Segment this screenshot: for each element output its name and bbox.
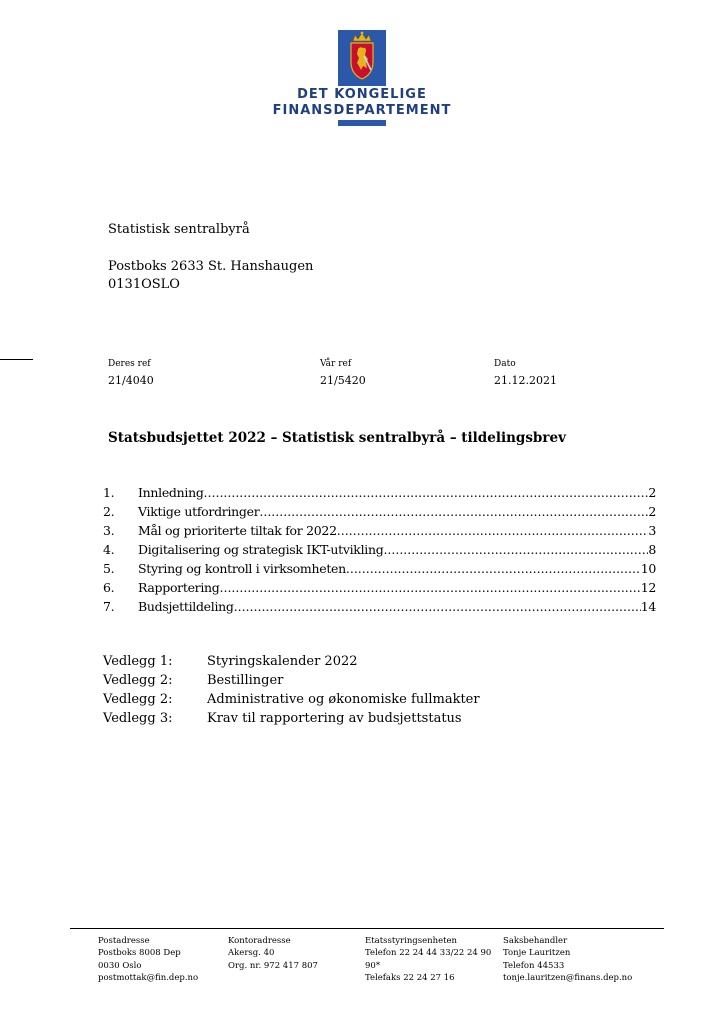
footer-text: 90*	[365, 960, 381, 971]
vedlegg-title: Bestillinger	[207, 673, 284, 688]
vedlegg-item-1	[103, 654, 358, 669]
toc-leader	[346, 561, 641, 576]
footer-text: Akersg. 40	[228, 948, 275, 959]
toc-leader	[220, 580, 641, 595]
vedlegg-title: Styringskalender 2022	[207, 654, 358, 669]
logo-bottom-bar	[338, 120, 386, 126]
footer-text: Telefon 22 24 44 33/22 24 90	[365, 948, 492, 959]
var-ref-label: Vår ref	[320, 359, 352, 369]
var-ref-value: 21/5420	[320, 374, 366, 387]
toc-page: 14	[640, 599, 656, 614]
footer-text: 0030 Oslo	[98, 960, 142, 971]
toc-entry-4[interactable]	[103, 542, 656, 560]
footer-text: Telefon 44533	[503, 960, 565, 971]
toc-number: 1.	[103, 485, 115, 500]
logo-background	[338, 30, 386, 86]
toc-leader	[337, 523, 649, 538]
vedlegg-label: Vedlegg 1:	[103, 654, 173, 669]
toc-number: 3.	[103, 523, 115, 538]
footer-etatsstyring	[365, 935, 491, 984]
footer-heading: Saksbehandler	[503, 936, 568, 946]
vedlegg-label: Vedlegg 2:	[103, 692, 173, 707]
ministry-logo	[272, 30, 452, 126]
toc-entry-7[interactable]	[103, 599, 656, 617]
toc-leader	[383, 542, 648, 557]
toc-number: 6.	[103, 580, 115, 595]
footer-text: Telefaks 22 24 27 16	[365, 972, 455, 983]
vedlegg-item-4	[103, 711, 462, 726]
dato-label: Dato	[494, 359, 516, 369]
toc-label: Innledning	[138, 485, 204, 500]
footer-kontoradresse	[228, 935, 318, 972]
toc-page: 3	[648, 523, 656, 538]
vedlegg-item-2	[103, 673, 283, 688]
footer-postadresse	[98, 935, 198, 984]
footer-divider	[70, 928, 664, 929]
toc-entry-3[interactable]	[103, 523, 656, 541]
toc-entry-2[interactable]	[103, 504, 656, 522]
toc-label: Mål og prioriterte tiltak for 2022	[138, 523, 337, 538]
vedlegg-label: Vedlegg 3:	[103, 711, 173, 726]
toc-label: Styring og kontroll i virksomheten	[138, 561, 346, 576]
toc-number: 4.	[103, 542, 115, 557]
toc-page: 10	[640, 561, 656, 576]
deres-ref-value: 21/4040	[108, 374, 154, 387]
footer-email-link[interactable]: tonje.lauritzen@finans.dep.no	[503, 972, 633, 983]
toc-label: Viktige utfordringer	[138, 504, 260, 519]
footer-heading: Kontoradresse	[228, 936, 291, 946]
footer-saksbehandler	[503, 935, 632, 984]
footer-text: Postboks 8008 Dep	[98, 948, 181, 959]
vedlegg-title: Administrative og økonomiske fullmakter	[207, 692, 480, 707]
vedlegg-item-3	[103, 692, 480, 707]
toc-label: Digitalisering og strategisk IKT-utvikling	[138, 542, 384, 557]
toc-label: Budsjettildeling	[138, 599, 234, 614]
letter-subject: Statsbudsjettet 2022 – Statistisk sentralbyrå – tildelingsbrev	[108, 430, 566, 446]
toc-number: 2.	[103, 504, 115, 519]
recipient-address-line-2: 0131OSLO	[108, 277, 180, 292]
toc-leader	[259, 504, 648, 519]
toc-entry-6[interactable]	[103, 580, 656, 598]
logo-line-2: FINANSDEPARTEMENT	[272, 103, 452, 118]
footer-text: Tonje Lauritzen	[503, 948, 571, 959]
footer-heading: Etatsstyringsenheten	[365, 936, 458, 946]
toc-entry-5[interactable]	[103, 561, 656, 579]
coat-of-arms-icon	[338, 30, 386, 86]
fold-mark	[0, 359, 33, 360]
vedlegg-title: Krav til rapportering av budsjettstatus	[207, 711, 462, 726]
deres-ref-label: Deres ref	[108, 359, 151, 369]
toc-page: 2	[648, 485, 656, 500]
toc-leader	[234, 599, 641, 614]
vedlegg-label: Vedlegg 2:	[103, 673, 173, 688]
toc-leader	[204, 485, 649, 500]
toc-page: 12	[640, 580, 656, 595]
toc-page: 2	[648, 504, 656, 519]
toc-number: 7.	[103, 599, 115, 614]
logo-line-1: DET KONGELIGE	[297, 87, 427, 102]
toc-page: 8	[648, 542, 656, 557]
recipient-address-line-1: Postboks 2633 St. Hanshaugen	[108, 259, 314, 274]
toc-number: 5.	[103, 561, 115, 576]
recipient-name: Statistisk sentralbyrå	[108, 222, 250, 237]
toc-entry-1[interactable]	[103, 485, 656, 503]
footer-heading: Postadresse	[98, 936, 150, 946]
footer-email-link[interactable]: postmottak@fin.dep.no	[98, 972, 199, 983]
dato-value: 21.12.2021	[494, 374, 557, 387]
toc-label: Rapportering	[138, 580, 220, 595]
footer-text: Org. nr. 972 417 807	[228, 960, 318, 971]
